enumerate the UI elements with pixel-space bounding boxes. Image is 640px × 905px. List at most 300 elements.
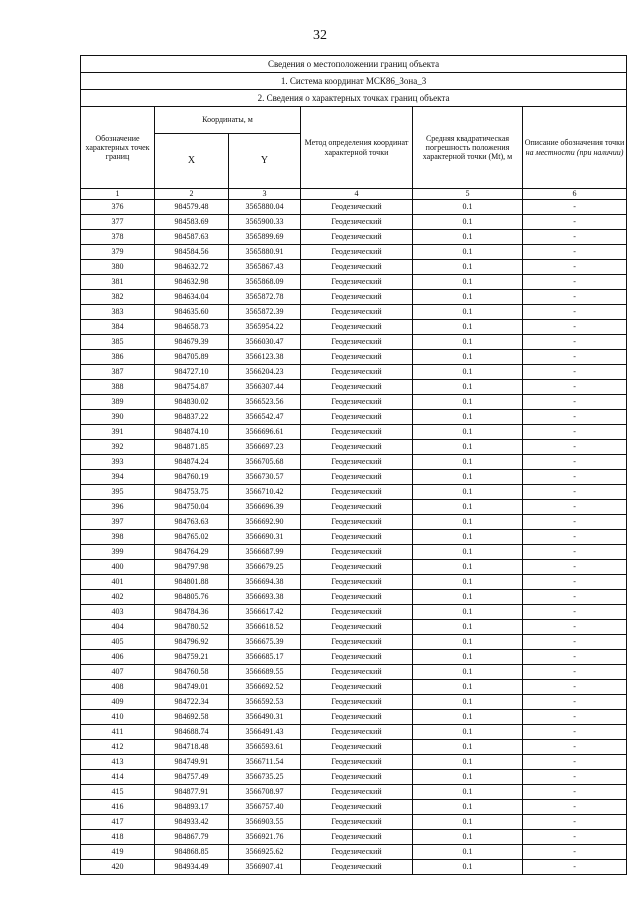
cell-coord-y: 3566696.61 (229, 425, 301, 440)
table-row (81, 725, 627, 740)
cell-accuracy: 0.1 (413, 470, 523, 485)
coordinates-table (80, 55, 627, 875)
cell-coord-x: 984705.89 (155, 350, 229, 365)
table-body (81, 200, 627, 875)
cell-method: Геодезический (301, 740, 413, 755)
cell-method: Геодезический (301, 305, 413, 320)
cell-coord-y: 3566696.39 (229, 500, 301, 515)
cell-method: Геодезический (301, 215, 413, 230)
cell-coord-y: 3566491.43 (229, 725, 301, 740)
cell-coord-x: 984801.88 (155, 575, 229, 590)
cell-coord-y: 3566679.25 (229, 560, 301, 575)
cell-method: Геодезический (301, 485, 413, 500)
col-number-6: 6 (523, 189, 627, 200)
cell-coord-x: 984805.76 (155, 590, 229, 605)
cell-method: Геодезический (301, 320, 413, 335)
cell-coord-y: 3565868.09 (229, 275, 301, 290)
cell-method: Геодезический (301, 860, 413, 875)
cell-description: - (523, 785, 627, 800)
cell-method: Геодезический (301, 440, 413, 455)
cell-description: - (523, 440, 627, 455)
cell-coord-x: 984579.48 (155, 200, 229, 215)
cell-coord-y: 3565954.22 (229, 320, 301, 335)
cell-method: Геодезический (301, 455, 413, 470)
cell-point-id: 385 (81, 335, 155, 350)
cell-coord-x: 984754.87 (155, 380, 229, 395)
table-row (81, 455, 627, 470)
cell-coord-x: 984867.79 (155, 830, 229, 845)
col-number-3: 3 (229, 189, 301, 200)
cell-method: Геодезический (301, 245, 413, 260)
table-row (81, 380, 627, 395)
table-row (81, 830, 627, 845)
cell-coord-x: 984583.69 (155, 215, 229, 230)
cell-method: Геодезический (301, 725, 413, 740)
cell-accuracy: 0.1 (413, 440, 523, 455)
cell-description: - (523, 365, 627, 380)
cell-point-id: 412 (81, 740, 155, 755)
cell-point-id: 398 (81, 530, 155, 545)
cell-description: - (523, 620, 627, 635)
cell-accuracy: 0.1 (413, 860, 523, 875)
cell-coord-x: 984750.04 (155, 500, 229, 515)
cell-coord-y: 3566687.99 (229, 545, 301, 560)
cell-point-id: 413 (81, 755, 155, 770)
cell-coord-y: 3566705.68 (229, 455, 301, 470)
table-row (81, 545, 627, 560)
cell-description: - (523, 500, 627, 515)
cell-description: - (523, 815, 627, 830)
table-row (81, 320, 627, 335)
cell-description: - (523, 425, 627, 440)
cell-method: Геодезический (301, 815, 413, 830)
cell-description: - (523, 710, 627, 725)
cell-point-id: 383 (81, 305, 155, 320)
cell-description: - (523, 590, 627, 605)
cell-point-id: 404 (81, 620, 155, 635)
table-row (81, 530, 627, 545)
cell-point-id: 419 (81, 845, 155, 860)
cell-description: - (523, 515, 627, 530)
cell-method: Геодезический (301, 575, 413, 590)
cell-coord-x: 984760.58 (155, 665, 229, 680)
cell-method: Геодезический (301, 545, 413, 560)
cell-point-id: 400 (81, 560, 155, 575)
cell-point-id: 395 (81, 485, 155, 500)
cell-coord-y: 3565900.33 (229, 215, 301, 230)
cell-accuracy: 0.1 (413, 650, 523, 665)
cell-coord-y: 3566907.41 (229, 860, 301, 875)
cell-point-id: 392 (81, 440, 155, 455)
cell-coord-y: 3566921.76 (229, 830, 301, 845)
cell-accuracy: 0.1 (413, 560, 523, 575)
cell-point-id: 397 (81, 515, 155, 530)
cell-accuracy: 0.1 (413, 695, 523, 710)
cell-coord-x: 984934.49 (155, 860, 229, 875)
cell-point-id: 417 (81, 815, 155, 830)
cell-coord-x: 984830.02 (155, 395, 229, 410)
cell-coord-x: 984749.01 (155, 680, 229, 695)
cell-accuracy: 0.1 (413, 485, 523, 500)
table-row (81, 365, 627, 380)
cell-coord-x: 984765.02 (155, 530, 229, 545)
cell-method: Геодезический (301, 515, 413, 530)
table-row (81, 785, 627, 800)
cell-description: - (523, 650, 627, 665)
table-row (81, 230, 627, 245)
table-row (81, 245, 627, 260)
col-designation: Обозначение характерных точек границ (81, 107, 155, 189)
table-title: Сведения о местоположении границ объекта (81, 56, 627, 73)
cell-point-id: 376 (81, 200, 155, 215)
cell-coord-x: 984868.85 (155, 845, 229, 860)
cell-point-id: 407 (81, 665, 155, 680)
cell-point-id: 391 (81, 425, 155, 440)
col-description-main: Описание обозначения точки (524, 138, 625, 148)
cell-point-id: 387 (81, 365, 155, 380)
cell-coord-x: 984759.21 (155, 650, 229, 665)
cell-accuracy: 0.1 (413, 590, 523, 605)
cell-point-id: 394 (81, 470, 155, 485)
table-row (81, 665, 627, 680)
cell-description: - (523, 380, 627, 395)
table-row (81, 695, 627, 710)
cell-coord-y: 3566490.31 (229, 710, 301, 725)
cell-method: Геодезический (301, 680, 413, 695)
cell-coord-x: 984874.24 (155, 455, 229, 470)
cell-point-id: 414 (81, 770, 155, 785)
cell-accuracy: 0.1 (413, 500, 523, 515)
table-row (81, 560, 627, 575)
cell-coord-x: 984749.91 (155, 755, 229, 770)
cell-coord-x: 984874.10 (155, 425, 229, 440)
cell-coord-x: 984780.52 (155, 620, 229, 635)
cell-point-id: 405 (81, 635, 155, 650)
cell-accuracy: 0.1 (413, 605, 523, 620)
cell-description: - (523, 575, 627, 590)
cell-coord-x: 984760.19 (155, 470, 229, 485)
cell-description: - (523, 290, 627, 305)
cell-accuracy: 0.1 (413, 740, 523, 755)
cell-coord-y: 3565872.78 (229, 290, 301, 305)
cell-description: - (523, 200, 627, 215)
col-method: Метод определения координат характерной точки (301, 107, 413, 189)
cell-method: Геодезический (301, 470, 413, 485)
table-row (81, 515, 627, 530)
cell-accuracy: 0.1 (413, 680, 523, 695)
cell-method: Геодезический (301, 650, 413, 665)
cell-method: Геодезический (301, 410, 413, 425)
cell-coord-x: 984753.75 (155, 485, 229, 500)
cell-coord-y: 3566710.42 (229, 485, 301, 500)
table-row (81, 815, 627, 830)
cell-method: Геодезический (301, 635, 413, 650)
cell-description: - (523, 635, 627, 650)
cell-coord-y: 3565867.43 (229, 260, 301, 275)
cell-accuracy: 0.1 (413, 305, 523, 320)
cell-method: Геодезический (301, 785, 413, 800)
cell-point-id: 420 (81, 860, 155, 875)
cell-description: - (523, 725, 627, 740)
cell-coord-y: 3566757.40 (229, 800, 301, 815)
cell-description: - (523, 740, 627, 755)
cell-coord-x: 984933.42 (155, 815, 229, 830)
cell-description: - (523, 245, 627, 260)
cell-method: Геодезический (301, 200, 413, 215)
cell-coord-x: 984692.58 (155, 710, 229, 725)
cell-description: - (523, 275, 627, 290)
table-row (81, 410, 627, 425)
cell-coord-y: 3566685.17 (229, 650, 301, 665)
cell-description: - (523, 410, 627, 425)
cell-method: Геодезический (301, 755, 413, 770)
cell-accuracy: 0.1 (413, 290, 523, 305)
cell-accuracy: 0.1 (413, 635, 523, 650)
cell-accuracy: 0.1 (413, 755, 523, 770)
cell-description: - (523, 230, 627, 245)
cell-point-id: 389 (81, 395, 155, 410)
table-row (81, 770, 627, 785)
cell-accuracy: 0.1 (413, 530, 523, 545)
cell-accuracy: 0.1 (413, 620, 523, 635)
cell-coord-y: 3566730.57 (229, 470, 301, 485)
table-row (81, 710, 627, 725)
cell-description: - (523, 695, 627, 710)
cell-coord-y: 3566523.56 (229, 395, 301, 410)
cell-point-id: 416 (81, 800, 155, 815)
cell-method: Геодезический (301, 500, 413, 515)
cell-accuracy: 0.1 (413, 275, 523, 290)
cell-coord-y: 3566593.61 (229, 740, 301, 755)
table-row (81, 470, 627, 485)
cell-coord-y: 3566030.47 (229, 335, 301, 350)
cell-coord-y: 3566690.31 (229, 530, 301, 545)
cell-accuracy: 0.1 (413, 575, 523, 590)
cell-coord-y: 3565880.04 (229, 200, 301, 215)
cell-coord-y: 3566925.62 (229, 845, 301, 860)
table-row (81, 590, 627, 605)
cell-description: - (523, 800, 627, 815)
table-row (81, 845, 627, 860)
cell-method: Геодезический (301, 275, 413, 290)
cell-accuracy: 0.1 (413, 230, 523, 245)
table-row (81, 605, 627, 620)
table-row (81, 440, 627, 455)
cell-coord-y: 3566697.23 (229, 440, 301, 455)
cell-coord-y: 3566542.47 (229, 410, 301, 425)
table-row (81, 500, 627, 515)
cell-coord-x: 984797.98 (155, 560, 229, 575)
cell-accuracy: 0.1 (413, 365, 523, 380)
cell-point-id: 411 (81, 725, 155, 740)
cell-method: Геодезический (301, 365, 413, 380)
cell-method: Геодезический (301, 350, 413, 365)
cell-description: - (523, 320, 627, 335)
col-number-5: 5 (413, 189, 523, 200)
cell-coord-y: 3566693.38 (229, 590, 301, 605)
cell-accuracy: 0.1 (413, 665, 523, 680)
table-row (81, 620, 627, 635)
cell-method: Геодезический (301, 620, 413, 635)
cell-point-id: 380 (81, 260, 155, 275)
cell-accuracy: 0.1 (413, 320, 523, 335)
cell-point-id: 403 (81, 605, 155, 620)
cell-accuracy: 0.1 (413, 800, 523, 815)
cell-coord-y: 3565872.39 (229, 305, 301, 320)
table-row (81, 740, 627, 755)
cell-point-id: 410 (81, 710, 155, 725)
cell-method: Геодезический (301, 605, 413, 620)
table-row (81, 650, 627, 665)
cell-point-id: 378 (81, 230, 155, 245)
cell-accuracy: 0.1 (413, 830, 523, 845)
cell-accuracy: 0.1 (413, 215, 523, 230)
cell-method: Геодезический (301, 590, 413, 605)
cell-description: - (523, 605, 627, 620)
cell-description: - (523, 455, 627, 470)
cell-accuracy: 0.1 (413, 455, 523, 470)
col-description-sub: на местности (при наличии) (525, 147, 624, 157)
cell-point-id: 402 (81, 590, 155, 605)
cell-coord-y: 3566592.53 (229, 695, 301, 710)
cell-description: - (523, 560, 627, 575)
cell-point-id: 409 (81, 695, 155, 710)
cell-coord-y: 3566692.90 (229, 515, 301, 530)
cell-method: Геодезический (301, 710, 413, 725)
cell-accuracy: 0.1 (413, 545, 523, 560)
table-row (81, 350, 627, 365)
cell-accuracy: 0.1 (413, 425, 523, 440)
cell-accuracy: 0.1 (413, 395, 523, 410)
cell-coord-y: 3566692.52 (229, 680, 301, 695)
cell-coord-x: 984764.29 (155, 545, 229, 560)
cell-description: - (523, 335, 627, 350)
coordinate-system: 1. Система координат МСК86_Зона_3 (81, 73, 627, 90)
cell-description: - (523, 350, 627, 365)
cell-point-id: 396 (81, 500, 155, 515)
table-row (81, 485, 627, 500)
cell-point-id: 377 (81, 215, 155, 230)
table-row (81, 260, 627, 275)
cell-coord-y: 3566689.55 (229, 665, 301, 680)
cell-method: Геодезический (301, 395, 413, 410)
cell-point-id: 382 (81, 290, 155, 305)
cell-coord-x: 984632.98 (155, 275, 229, 290)
col-number-2: 2 (155, 189, 229, 200)
table-row (81, 800, 627, 815)
cell-point-id: 388 (81, 380, 155, 395)
cell-point-id: 386 (81, 350, 155, 365)
cell-point-id: 415 (81, 785, 155, 800)
cell-method: Геодезический (301, 335, 413, 350)
cell-coord-y: 3566694.38 (229, 575, 301, 590)
cell-method: Геодезический (301, 695, 413, 710)
cell-point-id: 381 (81, 275, 155, 290)
cell-description: - (523, 830, 627, 845)
col-number-4: 4 (301, 189, 413, 200)
cell-accuracy: 0.1 (413, 785, 523, 800)
cell-coord-x: 984658.73 (155, 320, 229, 335)
table-row (81, 200, 627, 215)
cell-description: - (523, 305, 627, 320)
cell-coord-x: 984632.72 (155, 260, 229, 275)
cell-point-id: 406 (81, 650, 155, 665)
cell-coord-y: 3566903.55 (229, 815, 301, 830)
col-description (523, 107, 627, 189)
cell-method: Геодезический (301, 260, 413, 275)
cell-coord-x: 984688.74 (155, 725, 229, 740)
cell-method: Геодезический (301, 290, 413, 305)
cell-coord-x: 984727.10 (155, 365, 229, 380)
cell-coord-y: 3566711.54 (229, 755, 301, 770)
table-row (81, 635, 627, 650)
cell-coord-x: 984796.92 (155, 635, 229, 650)
cell-point-id: 418 (81, 830, 155, 845)
table-row (81, 860, 627, 875)
cell-accuracy: 0.1 (413, 815, 523, 830)
cell-method: Геодезический (301, 380, 413, 395)
cell-coord-y: 3566617.42 (229, 605, 301, 620)
cell-coord-x: 984722.34 (155, 695, 229, 710)
cell-accuracy: 0.1 (413, 200, 523, 215)
cell-coord-x: 984757.49 (155, 770, 229, 785)
cell-accuracy: 0.1 (413, 335, 523, 350)
col-accuracy: Средняя квадратическая погрешность положения характерной точки (Mt), м (413, 107, 523, 189)
cell-coord-x: 984784.36 (155, 605, 229, 620)
cell-coord-x: 984871.85 (155, 440, 229, 455)
cell-point-id: 379 (81, 245, 155, 260)
cell-coord-y: 3566123.38 (229, 350, 301, 365)
cell-coord-y: 3566675.39 (229, 635, 301, 650)
cell-coord-y: 3566307.44 (229, 380, 301, 395)
cell-point-id: 408 (81, 680, 155, 695)
cell-method: Геодезический (301, 830, 413, 845)
cell-coord-y: 3566204.23 (229, 365, 301, 380)
cell-coord-x: 984893.17 (155, 800, 229, 815)
cell-accuracy: 0.1 (413, 725, 523, 740)
cell-method: Геодезический (301, 425, 413, 440)
table-row (81, 335, 627, 350)
table-row (81, 215, 627, 230)
cell-description: - (523, 215, 627, 230)
cell-method: Геодезический (301, 530, 413, 545)
cell-coord-x: 984718.48 (155, 740, 229, 755)
cell-coord-y: 3566735.25 (229, 770, 301, 785)
cell-coord-x: 984587.63 (155, 230, 229, 245)
table-row (81, 755, 627, 770)
cell-coord-x: 984837.22 (155, 410, 229, 425)
cell-method: Геодезический (301, 770, 413, 785)
col-coordinates: Координаты, м (155, 107, 301, 134)
cell-accuracy: 0.1 (413, 350, 523, 365)
cell-coord-y: 3565880.91 (229, 245, 301, 260)
col-number-1: 1 (81, 189, 155, 200)
cell-method: Геодезический (301, 800, 413, 815)
cell-coord-x: 984763.63 (155, 515, 229, 530)
cell-description: - (523, 545, 627, 560)
cell-coord-y: 3566618.52 (229, 620, 301, 635)
cell-coord-y: 3566708.97 (229, 785, 301, 800)
cell-description: - (523, 470, 627, 485)
cell-accuracy: 0.1 (413, 245, 523, 260)
cell-description: - (523, 845, 627, 860)
cell-coord-x: 984634.04 (155, 290, 229, 305)
cell-coord-x: 984679.39 (155, 335, 229, 350)
cell-method: Геодезический (301, 560, 413, 575)
cell-method: Геодезический (301, 845, 413, 860)
cell-coord-x: 984584.56 (155, 245, 229, 260)
section-title: 2. Сведения о характерных точках границ объекта (81, 90, 627, 107)
